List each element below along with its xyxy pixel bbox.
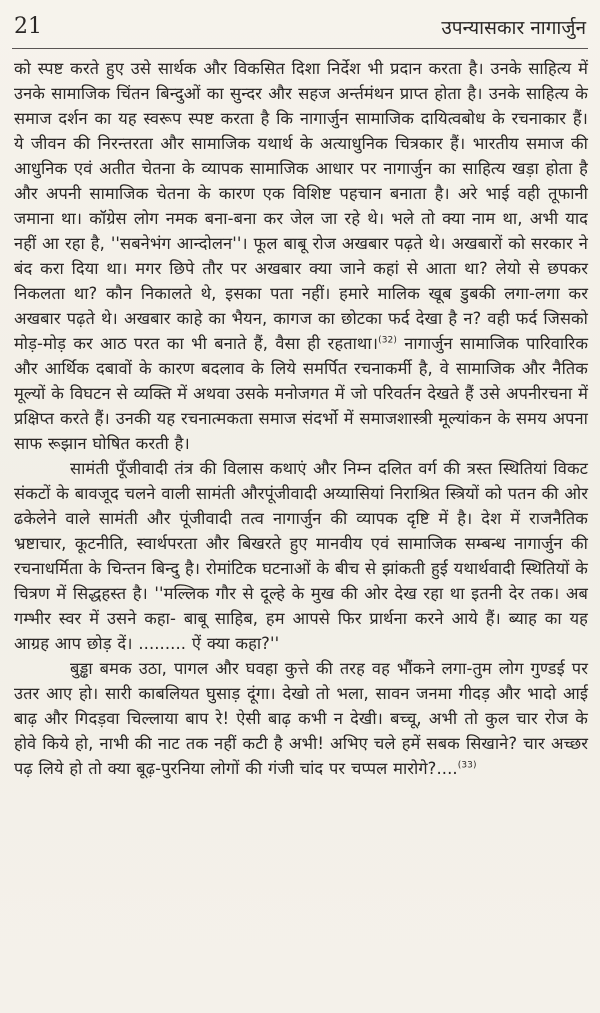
paragraph-2-text: सामंती पूँजीवादी तंत्र की विलास कथाएं और निम्न दलित वर्ग की त्रस्त स्थितियां विकट संकटों के बावजूद चलने वाली सामंती औरपूंजीवादी अय्यासियां निराश्रित स्त्रियों को पतन की ओर ढकेलेने वाले सामंती और पूंजीवादी तत्व नागार्जुन की व्यापक दृष्टि में है। देश में राजनैतिक भ्रष्टाचार, कूटनीति, स्वार्थपरता और बिखरते हुए मानवीय एवं सामाजिक सम्बन्ध नागार्जुन की रचनाधर्मिता के चिन्तन बिन्दु है। रोमांटिक घटनाओं के बीच से झांकती हुई यथार्थवादी स्थितियों के चित्रण में सिद्धहस्त है। ''मल्लिक गौर से दूल्हे के मुख की ओर देख रहा था इतनी देर तक। अब गम्भीर स्वर में उसने कहा- बाबू साहिब, हम आपसे फिर प्रार्थना करने आये हैं। ब्याह का यह आग्रह आप छोड़ दें। ......... ऐं क्या कहा?'' [14,459,588,653]
page-header [0,0,600,52]
paragraph-1 [14,56,588,456]
body-text [14,56,588,781]
page-number: 21 [14,14,42,39]
paragraph-1-text: को स्पष्ट करते हुए उसे सार्थक और विकसित दिशा निर्देश भी प्रदान करता है। उनके साहित्य में उनके सामाजिक चिंतन बिन्दुओं का सुन्दर और सहज अर्न्तमंथन प्राप्त होता है। उनके साहित्य के समाज दर्शन का यह स्वरूप स्पष्ट करता है कि नागार्जुन सामाजिक दायित्वबोध के रचनाकार हैं। ये जीवन की निरन्तरता और सामाजिक यथार्थ के अत्याधुनिक चित्रकार हैं। भारतीय समाज की आधुनिक एवं अतीत चेतना के व्यापक सामाजिक आधार पर नागार्जुन का साहित्य खड़ा होता है और अपनी सामाजिक चेतना के कारण एक विशिष्ट पहचान बनाता है। अरे भाई वही तूफानी जमाना था। कॉग्रेस लोग नमक बना-बना कर जेल जा रहे थे। भले तो क्या नाम था, अभी याद नहीं आ रहा है, ''सबनेभंग आन्दोलन''। फूल बाबू रोज अखबार पढ़ते थे। अखबारों को सरकार ने बंद करा दिया था। मगर छिपे तौर पर अखबार क्या जाने कहां से आता था? लेयो से छपकर निकलता था? कौन निकालते थे, इसका पता नहीं। हमारे मालिक खूब डुबकी लगा-लगा कर अखबार पढ़ते थे। अखबार काहे का भैयन, कागज का छोटका फर्द देखा है न? वही फर्द जिसको मोड़-मोड़ कर आठ परत का भी बनाते हैं, वैसा ही रहताथा। [14,59,588,353]
footnote-marker-33: (33) [457,760,477,771]
running-title: उपन्यासकार नागार्जुन [441,17,586,39]
paragraph-2 [14,456,588,656]
paragraph-3-text: बुड्ढा बमक उठा, पागल और घवहा कुत्ते की तरह वह भौंकने लगा-तुम लोग गुण्डई पर उतर आए हो। सारी काबलियत घुसाड़ दूंगा। देखो तो भला, सावन जनमा गीदड़ और भादो आई बाढ़ और गिदड़वा चिल्लाया बाप रे! ऐसी बाढ़ कभी न देखी। बच्चू, अभी तो कुल चार रोज के होवे किये हो, नाभी की नाट तक नहीं कटी है अभी! अभिए चले हमें सबक सिखाने? चार अच्छर पढ़ लिये हो तो क्या बूढ़-पुरनिया लोगों की गंजी चांद पर चप्पल मारोगे?.... [14,659,588,778]
header-divider [12,48,588,49]
paragraph-3 [14,656,588,781]
paragraph-1-continuation: नागार्जुन सामाजिक पारिवारिक और आर्थिक दबावों के कारण बदलाव के लिये समर्पित रचनाकर्मी है, वे सामाजिक और नैतिक मूल्यों के विघटन से व्यक्ति में अथवा उसके मनोजगत में जो परिवर्तन देखते हैं उसे अपनीरचना में प्रक्षिप्त करते हैं। उनकी यह रचनात्मकता समाज संदर्भो में समाजशास्त्री मूल्यांकन के समय अपना साफ रूझान घोषित करती है। [14,334,589,453]
footnote-marker-32: (32) [378,335,397,346]
